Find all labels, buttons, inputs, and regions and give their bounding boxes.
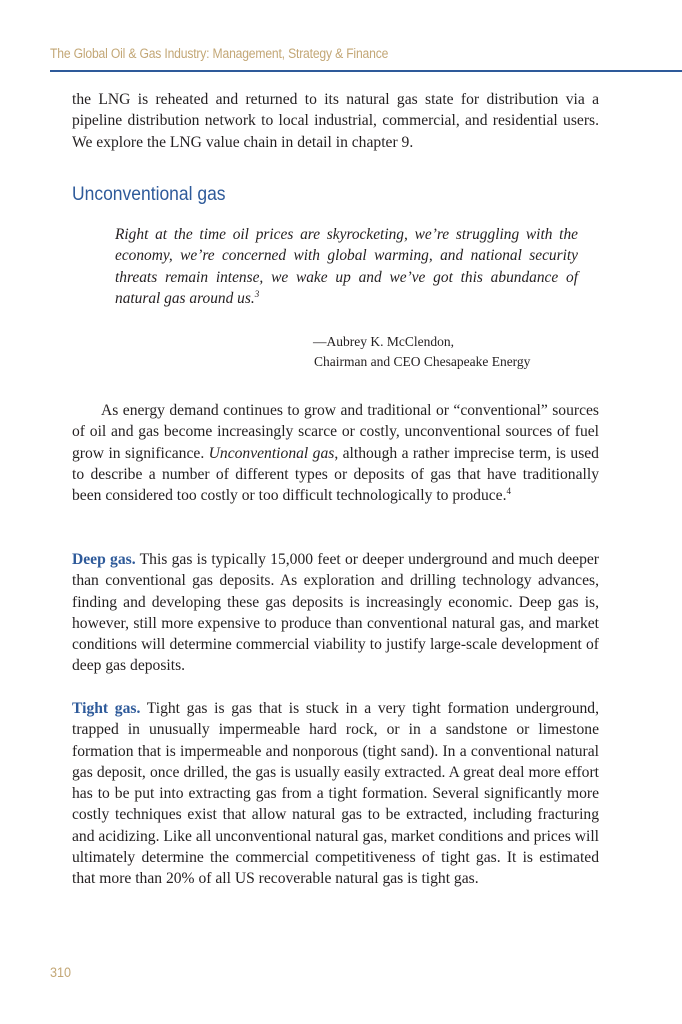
footnote-marker[interactable]: 3 [254, 288, 260, 299]
attribution-author: —Aubrey K. McClendon, [313, 334, 454, 349]
deep-gas-paragraph [72, 549, 599, 677]
header-rule [50, 70, 682, 72]
paragraph-text-end: , although a rather imprecise term, is used to describe a number of different types or deposits of gas that have traditionally been considered too costly or too difficult technologically to produce. [72, 444, 599, 505]
epigraph-attribution [313, 332, 530, 372]
footnote-marker[interactable]: 4 [506, 486, 511, 496]
unconventional-gas-paragraph [72, 400, 599, 506]
tight-gas-text: Tight gas is gas that is stuck in a very tight formation underground, trapped in unusually impermeable hard rock, or in a sandstone or limestone formation that is impermeable and nonporous (tight sand). In a conventional natural gas deposit, once drilled, the gas is usually easily extracted. A great deal more effort has to be put into extracting gas from a tight formation. Several significantly more costly techniques exist that allow natural gas to be extracted, including fracturing and acidizing. Like all unconventional natural gas, market conditions and prices will ultimately determine the commercial competitiveness of tight gas. It is estimated that more than 20% of all US recoverable natural gas is tight gas. [72, 700, 599, 888]
intro-paragraph: the LNG is reheated and returned to its natural gas state for distribution via a pipeline distribution network to local industrial, commercial, and residential users. We explore the LNG value chain in detail in chapter 9. [72, 91, 599, 151]
section-heading: Unconventional gas [72, 184, 226, 205]
tight-gas-lead: Tight gas. [72, 700, 141, 717]
attribution-title: Chairman and CEO Chesapeake Energy [314, 354, 531, 369]
page-number: 310 [50, 964, 72, 980]
italic-term: Unconventional gas [208, 444, 335, 462]
deep-gas-lead: Deep gas. [72, 551, 136, 568]
tight-gas-paragraph [72, 698, 599, 890]
deep-gas-text: This gas is typically 15,000 feet or deeper underground and much deeper than conventional gas deposits. As exploration and drilling technology advances, finding and developing these gas deposits is increasingly economic. Deep gas is, however, still more expensive to produce than conventional natural gas, and market conditions will determine commercial viability to justify large-scale development of deep gas deposits. [72, 551, 599, 675]
running-header-title: The Global Oil & Gas Industry: Management, Strategy & Finance [50, 46, 389, 61]
paragraph-text-start: As energy demand continues to grow and traditional or “conventional” sources of oil and gas become increasingly scarce or costly, unconventional sources of fuel grow in significance. [72, 402, 599, 462]
epigraph-quote-text: Right at the time oil prices are skyrocketing, we’re struggling with the economy, we’re concerned with global warming, and national security threats remain intense, we wake up and we’ve got this abundance of natural gas around us. [115, 226, 578, 307]
epigraph-quote [115, 224, 578, 309]
